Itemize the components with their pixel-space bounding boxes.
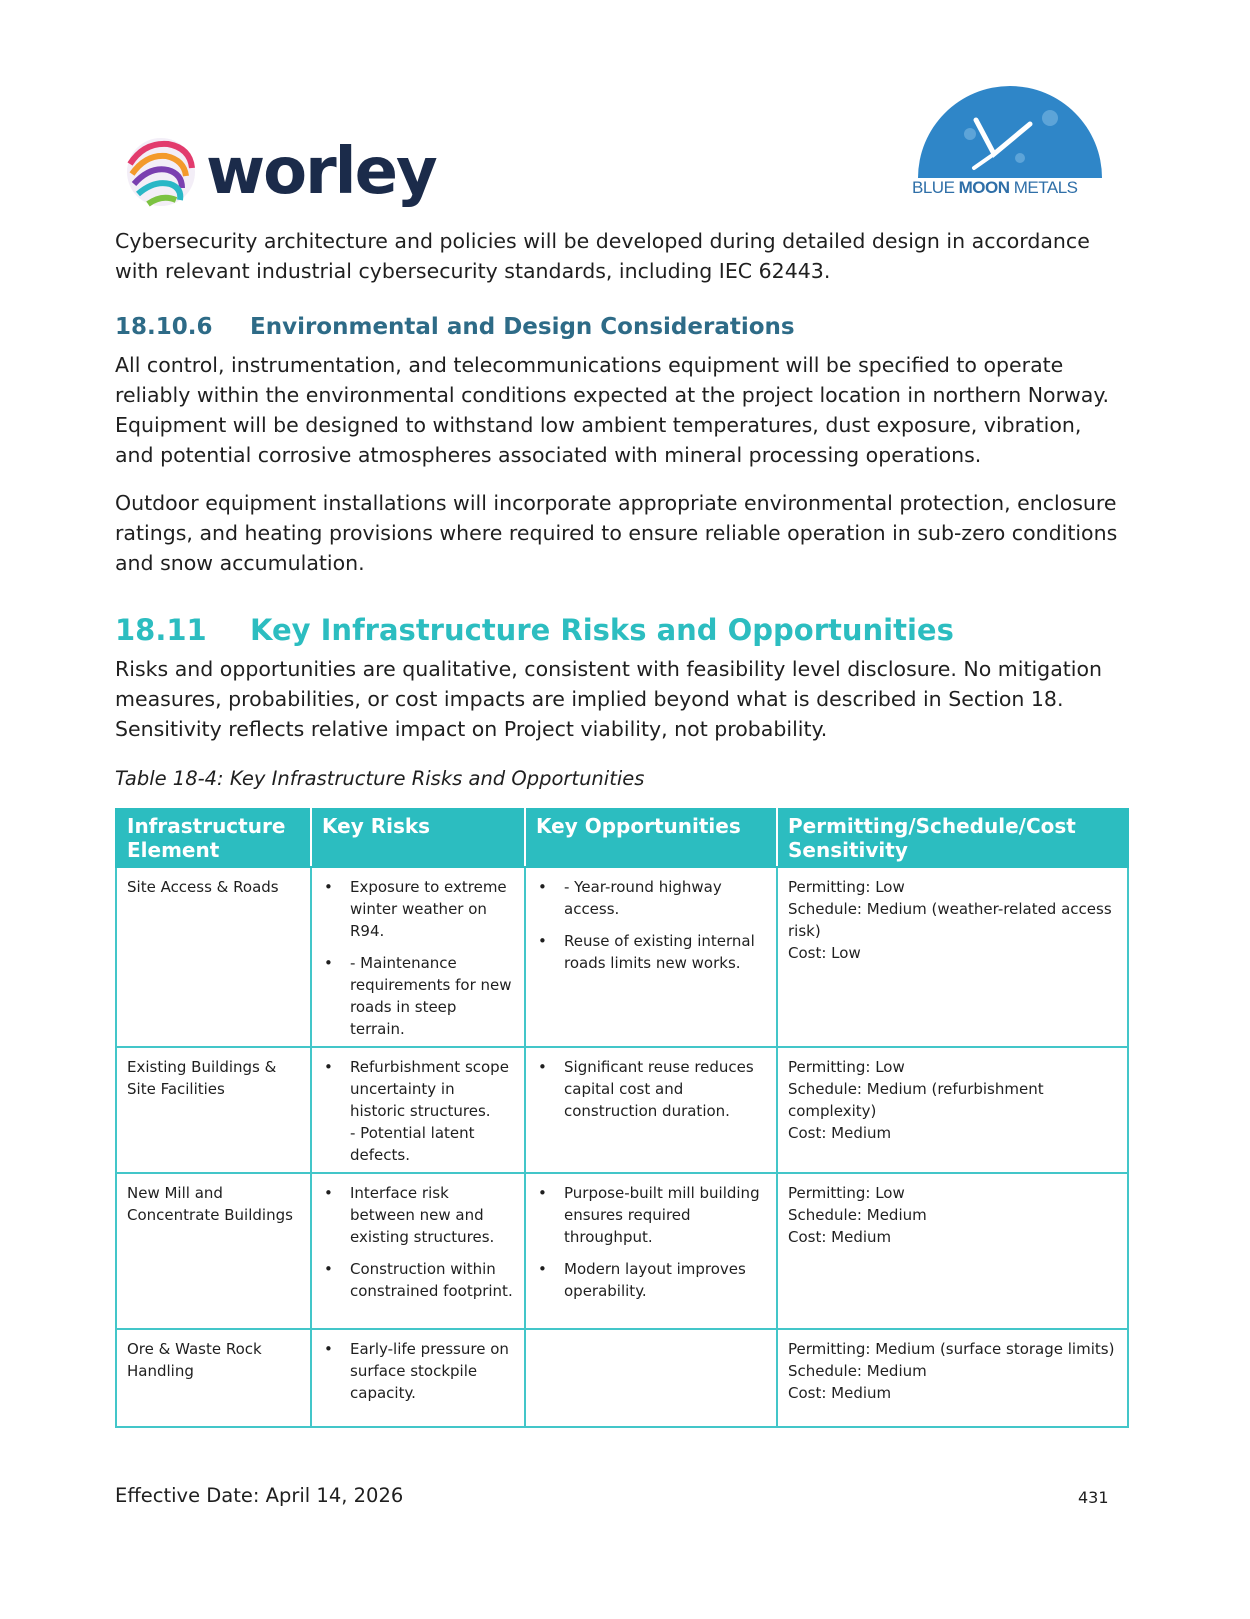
opportunities-cell: [525, 1329, 777, 1427]
sensitivity-permitting: Permitting: Low: [788, 1184, 905, 1202]
environmental-paragraph-1: All control, instrumentation, and telecommunications equipment will be specified to operate reliably within the environmental conditions expected at the project location in northern Norway. Equipment will be designed to withstand low ambient temperatures, dust exposure, vibration, and potential corrosive atmospheres associated with mineral processing operations.: [115, 353, 1110, 467]
list-item: • - Year-round highway access.: [564, 876, 766, 920]
list-item: • Refurbishment scope uncertainty in historic structures. - Potential latent defects.: [350, 1056, 514, 1166]
section-number: 18.11: [115, 613, 207, 647]
effective-date: Effective Date: April 14, 2026: [115, 1484, 404, 1507]
intro-paragraph: Cybersecurity architecture and policies will be developed during detailed design in accordance with relevant industrial cybersecurity standards, including IEC 62443.: [115, 229, 1090, 283]
sensitivity-cost: Cost: Medium: [788, 1228, 892, 1246]
section-heading-18-10-6: [115, 312, 1125, 342]
worley-wordmark: worley: [206, 135, 436, 209]
sensitivity-cell: [777, 867, 1128, 1047]
sensitivity-cost: Cost: Low: [788, 944, 861, 962]
sensitivity-cell: [777, 1173, 1128, 1329]
table-row: [116, 1047, 1128, 1173]
risks-cell: [311, 1047, 525, 1173]
opportunities-cell: [525, 1173, 777, 1329]
table-row: [116, 867, 1128, 1047]
list-item: • Early-life pressure on surface stockpile capacity.: [350, 1338, 514, 1404]
table-row: [116, 1329, 1128, 1427]
section-number: 18.10.6: [115, 314, 213, 340]
page-content: [115, 226, 1125, 1428]
section-title: Key Infrastructure Risks and Opportunities: [250, 613, 954, 647]
header-key-risks: Key Risks: [311, 809, 525, 867]
page-header: [0, 0, 1250, 230]
list-item: • Significant reuse reduces capital cost and construction duration.: [564, 1056, 766, 1122]
header-key-opportunities: Key Opportunities: [525, 809, 777, 867]
opportunities-cell: [525, 867, 777, 1047]
worley-logo: [124, 134, 436, 210]
blue-moon-metals-wordmark: BLUE MOON METALS: [912, 178, 1078, 197]
risks-cell: [311, 867, 525, 1047]
table-row: [116, 1173, 1128, 1329]
list-item: • Construction within constrained footprint.: [350, 1258, 514, 1302]
list-item: • Interface risk between new and existing structures.: [350, 1182, 514, 1248]
list-item: • - Maintenance requirements for new roads in steep terrain.: [350, 952, 514, 1040]
section-title: Environmental and Design Considerations: [250, 314, 795, 340]
sensitivity-cost: Cost: Medium: [788, 1384, 892, 1402]
element-cell: New Mill and Concentrate Buildings: [116, 1173, 311, 1329]
header-infrastructure-element: Infrastructure Element: [116, 809, 311, 867]
element-cell: Existing Buildings & Site Facilities: [116, 1047, 311, 1173]
risks-cell: [311, 1329, 525, 1427]
list-item: • Reuse of existing internal roads limits new works.: [564, 930, 766, 974]
sensitivity-schedule: Schedule: Medium (refurbishment complexity): [788, 1080, 1044, 1120]
list-item: • Exposure to extreme winter weather on R94.: [350, 876, 514, 942]
element-cell: Ore & Waste Rock Handling: [116, 1329, 311, 1427]
environmental-paragraph-2: Outdoor equipment installations will incorporate appropriate environmental protection, enclosure ratings, and heating provisions where required to ensure reliable operation in sub-zero conditions and snow accumulation.: [115, 491, 1118, 575]
sensitivity-cost: Cost: Medium: [788, 1124, 892, 1142]
worley-swirl-icon: [124, 134, 198, 210]
sensitivity-schedule: Schedule: Medium (weather-related access risk): [788, 900, 1112, 940]
sensitivity-cell: [777, 1047, 1128, 1173]
header-sensitivity: Permitting/Schedule/Cost Sensitivity: [777, 809, 1128, 867]
table-header-row: [116, 809, 1128, 867]
opportunities-cell: [525, 1047, 777, 1173]
risks-intro-paragraph: Risks and opportunities are qualitative, consistent with feasibility level disclosure. No mitigation measures, probabilities, or cost impacts are implied beyond what is described in Section 18. Sensitivity reflects relative impact on Project viability, not probability.: [115, 657, 1103, 741]
sensitivity-cell: [777, 1329, 1128, 1427]
risks-cell: [311, 1173, 525, 1329]
risks-table: [115, 808, 1129, 1428]
list-item: • Modern layout improves operability.: [564, 1258, 766, 1302]
element-cell: Site Access & Roads: [116, 867, 311, 1047]
sensitivity-permitting: Permitting: Low: [788, 878, 905, 896]
sensitivity-permitting: Permitting: Low: [788, 1058, 905, 1076]
sensitivity-schedule: Schedule: Medium: [788, 1206, 927, 1224]
page-number: 431: [1078, 1488, 1109, 1507]
section-heading-18-11: [115, 612, 1125, 648]
sensitivity-schedule: Schedule: Medium: [788, 1362, 927, 1380]
sensitivity-permitting: Permitting: Medium (surface storage limits): [788, 1340, 1115, 1358]
list-item: • Purpose-built mill building ensures required throughput.: [564, 1182, 766, 1248]
table-caption: Table 18-4: Key Infrastructure Risks and Opportunities: [115, 767, 645, 790]
